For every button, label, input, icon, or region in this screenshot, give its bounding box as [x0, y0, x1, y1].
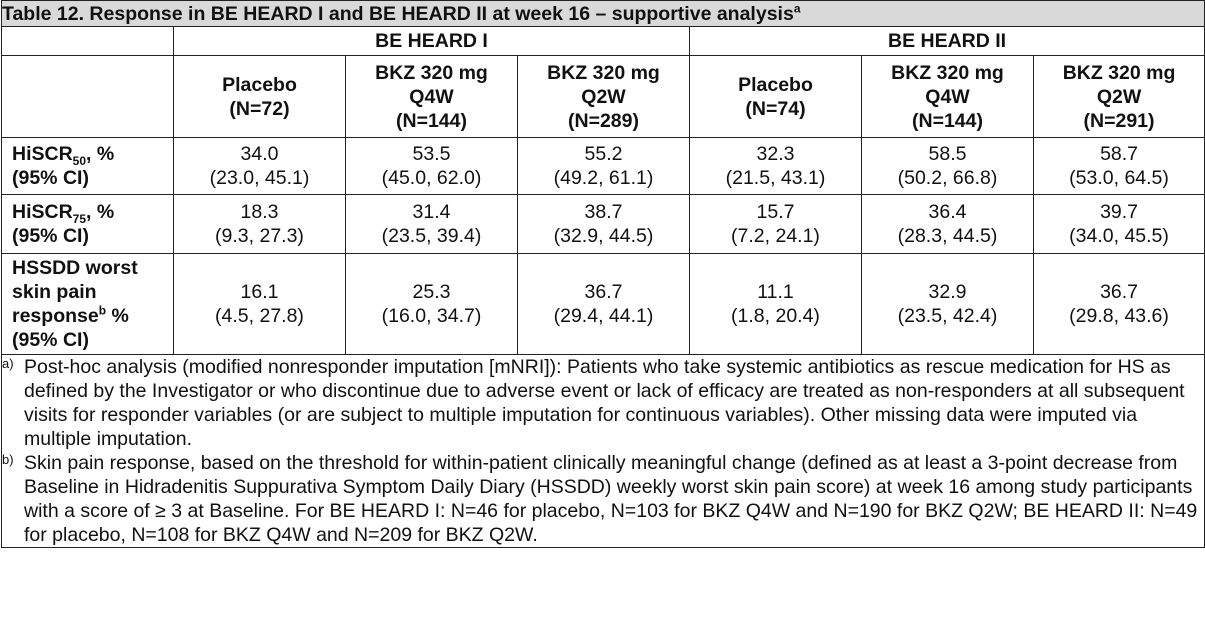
- table-row: [2, 195, 1205, 254]
- row-label: HiSCR$_{50}$, % (95% CI): [2, 138, 174, 195]
- data-cell: 32.9 (23.5, 42.4): [862, 254, 1034, 355]
- column-header: Placebo (N=72): [174, 56, 346, 138]
- data-cell: 18.3 (9.3, 27.3): [174, 195, 346, 254]
- table-title: [2, 1, 1205, 27]
- column-header: BKZ 320 mg Q2W (N=289): [518, 56, 690, 138]
- empty-header-cell: [2, 56, 174, 138]
- data-cell: 34.0 (23.0, 45.1): [174, 138, 346, 195]
- data-cell: 16.1 (4.5, 27.8): [174, 254, 346, 355]
- data-cell: 36.7 (29.8, 43.6): [1034, 254, 1205, 355]
- table-row: [2, 138, 1205, 195]
- data-cell: 32.3 (21.5, 43.1): [690, 138, 862, 195]
- data-cell: 39.7 (34.0, 45.5): [1034, 195, 1205, 254]
- data-cell: 53.5 (45.0, 62.0): [346, 138, 518, 195]
- footnote-marker: b): [2, 452, 14, 467]
- group-header-be-heard-2: BE HEARD II: [690, 27, 1205, 56]
- data-cell: 25.3 (16.0, 34.7): [346, 254, 518, 355]
- data-cell: 15.7 (7.2, 24.1): [690, 195, 862, 254]
- footnote-a: [2, 355, 1204, 451]
- footnote-b: [2, 451, 1204, 547]
- empty-header-cell: [2, 27, 174, 56]
- data-cell: 11.1 (1.8, 20.4): [690, 254, 862, 355]
- footnote-text: Skin pain response, based on the threshold for within-patient clinically meaningful change (defined as at least a 3-point decrease from Baseline in Hidradenitis Suppurativa Symptom Daily Diary (HSSDD) weekly worst skin pain score) at week 16 among study participants with a score of ≥ 3 at Baseline. For BE HEARD I: N=46 for placebo, N=103 for BKZ Q4W and N=190 for BKZ Q2W; BE HEARD II: N=49 for placebo, N=108 for BKZ Q4W and N=209 for BKZ Q2W.: [24, 452, 1198, 546]
- column-header: BKZ 320 mg Q4W (N=144): [862, 56, 1034, 138]
- footnote-text: Post-hoc analysis (modified nonresponder imputation [mNRI]): Patients who take systemic antibiotics as rescue medication for HS as defined by the Investigator or who discontinue due to adverse event or lack of efficacy are treated as non-responders at all subsequent visits for responder variables (or are subject to multiple imputation for continuous variables). Other missing data were imputed via multiple imputation.: [24, 356, 1185, 450]
- data-cell: 31.4 (23.5, 39.4): [346, 195, 518, 254]
- group-header-be-heard-1: BE HEARD I: [174, 27, 690, 56]
- title-footnote-marker: a: [793, 1, 801, 15]
- data-cell: 58.5 (50.2, 66.8): [862, 138, 1034, 195]
- column-header: BKZ 320 mg Q4W (N=144): [346, 56, 518, 138]
- column-header: Placebo (N=74): [690, 56, 862, 138]
- results-table: [1, 0, 1205, 548]
- table-row: [2, 254, 1205, 355]
- column-header: BKZ 320 mg Q2W (N=291): [1034, 56, 1205, 138]
- title-text: Table 12. Response in BE HEARD I and BE HEARD II at week 16 – supportive analysis: [2, 2, 794, 25]
- row-label: HSSDD worst skin pain response$^b$ % (95% CI): [2, 254, 174, 355]
- data-cell: 58.7 (53.0, 64.5): [1034, 138, 1205, 195]
- data-cell: 55.2 (49.2, 61.1): [518, 138, 690, 195]
- footnote-marker: a): [2, 356, 14, 371]
- data-cell: 38.7 (32.9, 44.5): [518, 195, 690, 254]
- footnotes: [2, 355, 1205, 548]
- row-label: HiSCR$_{75}$, % (95% CI): [2, 195, 174, 254]
- data-cell: 36.7 (29.4, 44.1): [518, 254, 690, 355]
- data-cell: 36.4 (28.3, 44.5): [862, 195, 1034, 254]
